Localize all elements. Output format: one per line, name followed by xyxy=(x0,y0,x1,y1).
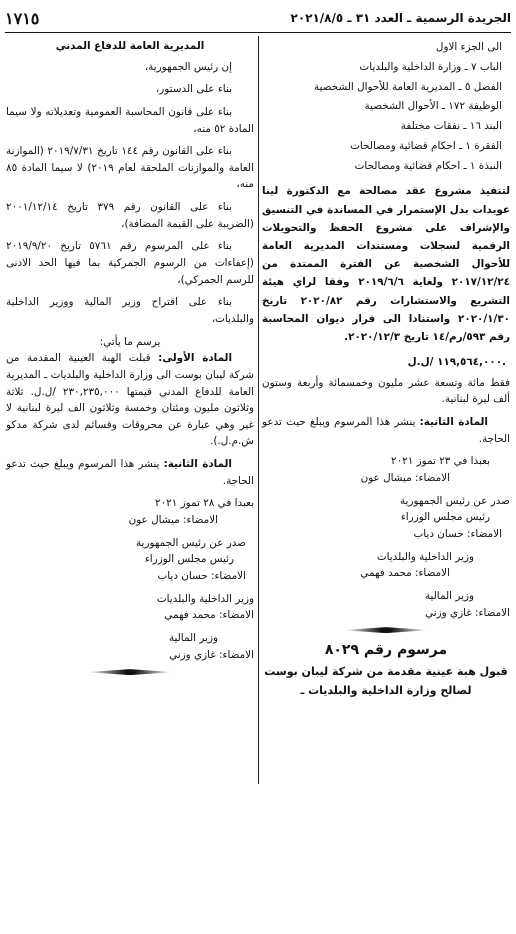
toc-line: النبذة ١ ـ احكام قضائية ومصالحات xyxy=(354,159,502,172)
finance-minister: وزير المالية xyxy=(424,589,474,602)
decree-date: بعبدا في ٢٣ تموز ٢٠٢١ xyxy=(390,455,490,468)
section-heading: المديرية العامة للدفاع المدني xyxy=(55,40,205,52)
toc-line: البند ١٦ ـ نفقات مختلفة xyxy=(400,120,502,133)
preamble-accounting-law: بناء على قانون المحاسبة العمومية وتعديلاته ولا سيما المادة ٥٢ منه، xyxy=(6,105,254,135)
issued-by: صدر عن رئيس الجمهورية xyxy=(135,536,246,549)
signature-interior: الامضاء: محمد فهمي xyxy=(164,609,254,622)
amount-words: فقط مائة وتسعة عشر مليون وخمسمائة وأربعة وستون ألف ليرة لبنانية. xyxy=(262,376,510,406)
toc-line: الفصل ٥ ـ المديرية العامة للأحوال الشخصية xyxy=(314,80,502,93)
article-text: ينشر هذا المرسوم ويبلغ حيث تدعو الحاجة. xyxy=(6,458,254,487)
article-2 xyxy=(6,456,254,489)
preamble-budget-law: بناء على القانون رقم ١٤٤ تاريخ ٢٠١٩/٧/٣١ (الموازنة العامة والموازنات الملحقة لعام ٢٠١٩) لا سيما المادة ٨٥ منه، xyxy=(6,145,254,191)
article-label: المادة الثانية: xyxy=(163,458,232,471)
interior-minister: وزير الداخلية والبلديات xyxy=(156,592,254,605)
article-label: المادة الأولى: xyxy=(158,352,233,365)
prime-minister: رئيس مجلس الوزراء xyxy=(400,511,490,524)
page-number: ١٧١٥ xyxy=(5,9,40,29)
signature-pm: الامضاء: حسان دياب xyxy=(157,569,246,582)
decree-subject: قبول هبة عينية مقدمة من شركة ليبان بوست لصالح وزارة الداخلية والبلديات ـ xyxy=(264,664,508,698)
toc-line: الوظيفة ١٧٢ ـ الأحوال الشخصية xyxy=(364,100,502,113)
article-1 xyxy=(6,350,254,450)
preamble-vat-law: بناء على القانون رقم ٣٧٩ تاريخ ٢٠٠١/١٢/١٤ (الضريبة على القيمة المضافة)، xyxy=(6,201,254,230)
toc-line: الى الجزء الاول xyxy=(435,41,502,53)
left-column xyxy=(6,38,254,934)
intro-line: إن رئيس الجمهورية، xyxy=(144,60,232,73)
page-header xyxy=(5,6,511,33)
signature-finance: الامضاء: غازي وزني xyxy=(169,648,254,661)
preamble-constitution: بناء على الدستور، xyxy=(155,83,232,96)
preamble-customs-decree: بناء على المرسوم رقم ٥٧٦١ تاريخ ٢٠١٩/٩/٢٠ (إعفاءات من الرسوم الجمركية بما فيها الحد الادنى للرسم الجمركي)، xyxy=(6,240,254,286)
signature-president: الامضاء: ميشال عون xyxy=(360,472,450,485)
preamble-proposal: بناء على اقتراح وزير المالية ووزير الداخلية والبلديات، xyxy=(6,296,254,325)
finance-minister: وزير المالية xyxy=(168,631,218,644)
signature-interior: الامضاء: محمد فهمي xyxy=(360,567,450,580)
issued-by: صدر عن رئيس الجمهورية xyxy=(399,494,510,507)
signature-pm: الامضاء: حسان دياب xyxy=(413,527,502,540)
prime-minister: رئيس مجلس الوزراء xyxy=(144,553,234,566)
right-column xyxy=(262,38,510,934)
decree-formula: يرسم ما يأتي: xyxy=(99,335,161,348)
signature-block xyxy=(6,495,254,663)
separator-ornament xyxy=(343,627,429,633)
article-text: ينشر هذا المرسوم ويبلغ حيث تدعو الحاجة. xyxy=(262,416,510,445)
expense-subject: لتنفيذ مشروع عقد مصالحة مع الدكتورة لينا عويدات بدل الإستمرار في المساندة في التنسيق والإشراف على مشروع الحفظ والتحويلات الرقمية لسجلات ومستندات المديرية العامة للأحوال الشخصية عن الفترة الممتدة من ٢٠١٧/١٢/٢٤ ولغاية ٢٠١٩/٦/٦ وفقا لراي هيئة التشريع والاستشارات رقم ٢٠٢٠/٨٢ تاريخ ٢٠٢٠/١/٣٠ واستنادا الى قرار ديوان المحاسبة رقم ٥٩٣/رم/١٤ تاريخ ٢٠٢٠/١٢/٣. xyxy=(262,185,510,343)
article-text: قبلت الهبة العينية المقدمة من شركة ليبان بوست الى وزارة الداخلية والبلديات ـ المديرية العامة للدفاع المدني قيمتها ٢٣٠,٢٣٥,٠٠٠ /ل.ل. ثلاثة وثلاثون مليون ومئتان وخمسة وثلاثون الف ليرة لبنانية لا غير وهي عبارة عن محروقات وقسائم لدى شركة مدكو ش.م.ل.). xyxy=(6,352,254,448)
article-label: المادة الثانية: xyxy=(419,416,488,429)
gazette-title: الجريدة الرسمية ـ العدد ٣١ ـ ٢٠٢١/٨/٥ xyxy=(290,11,511,26)
decree-date: بعبدا في ٢٨ تموز ٢٠٢١ xyxy=(154,497,254,510)
toc-line: الفقرة ١ ـ احكام قضائية ومصالحات xyxy=(350,139,502,152)
toc-line: الباب ٧ ـ وزارة الداخلية والبلديات xyxy=(359,60,502,73)
amount: ١١٩,٥٦٤,٠٠٠ /ل.ل. xyxy=(407,356,506,369)
interior-minister: وزير الداخلية والبلديات xyxy=(376,550,474,563)
signature-president: الامضاء: ميشال عون xyxy=(128,514,218,527)
column-divider xyxy=(258,36,259,784)
signature-finance: الامضاء: غازي وزني xyxy=(425,606,510,619)
article-2 xyxy=(262,414,510,447)
signature-block xyxy=(262,453,510,621)
separator-ornament xyxy=(87,669,173,675)
decree-title: مرسوم رقم ٨٠٢٩ xyxy=(324,642,448,659)
